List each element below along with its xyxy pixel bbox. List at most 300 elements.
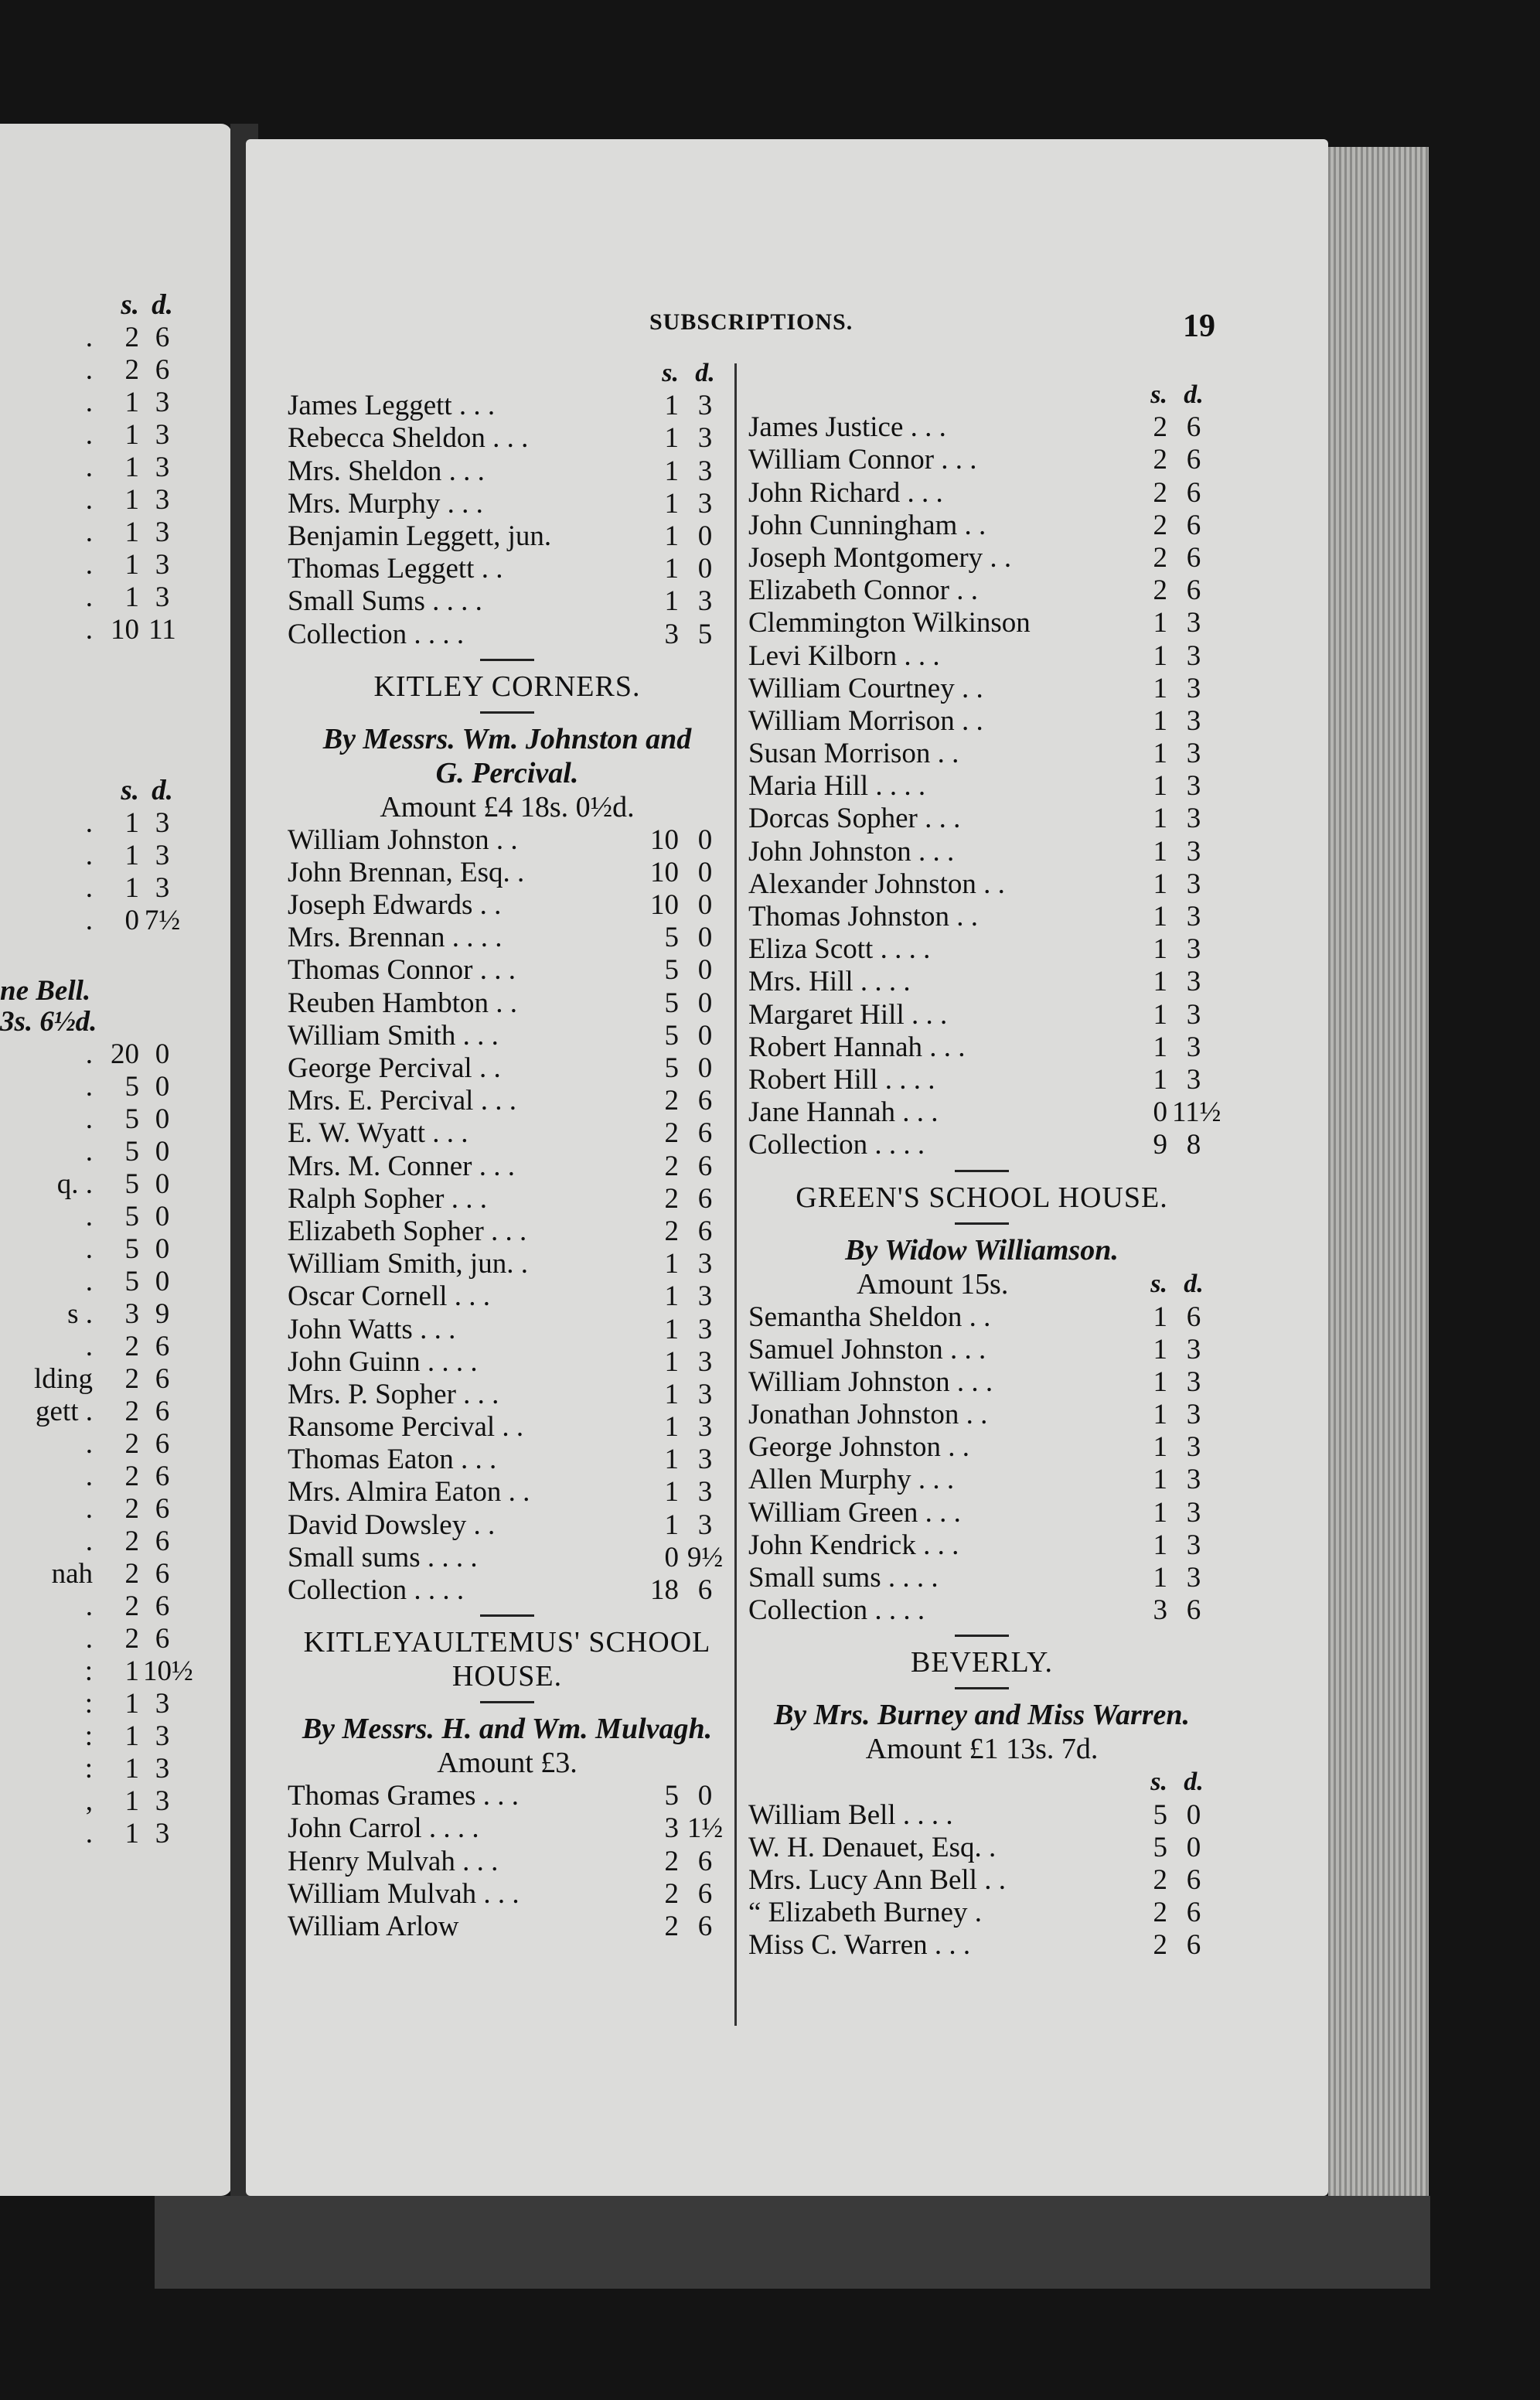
subscriber-row [288,422,727,455]
subscriber-name: George Johnston . . [748,1431,970,1464]
pence: 6 [155,1363,170,1395]
shillings: 2 [664,1877,679,1910]
pence: 0 [155,1266,170,1297]
left-column [288,357,727,1943]
fragment-label: : [84,1720,93,1752]
shillings: 2 [664,1182,679,1215]
subscriber-row [288,1379,727,1411]
pence: 3 [697,1476,713,1509]
subscriber-row [288,954,727,987]
subscriber-name: Benjamin Leggett, jun. [288,520,552,552]
subscriber-row [748,574,1215,607]
pence: 6 [155,1396,170,1427]
shillings: 1 [1153,770,1167,803]
pence: 0 [697,922,713,954]
fragment-label: . [85,387,93,418]
subscriber-name: Susan Morrison . . [748,738,959,770]
fragment-label: . [85,549,93,581]
shillings: 1 [664,1378,679,1410]
shillings: 2 [664,1117,679,1150]
section-rule [288,704,727,722]
subscriber-name: William Johnston . . . [748,1365,993,1398]
pence: 0 [155,1201,170,1232]
pence: 6 [697,1150,713,1182]
subscriber-row [748,1864,1215,1897]
shillings: 5 [124,1233,139,1265]
subscriber-row [748,1799,1215,1832]
subscriber-name: Ransome Percival . . [288,1411,524,1444]
pence: 3 [1186,1063,1201,1096]
fragment-label: . [85,1136,93,1168]
subscriber-name: Reuben Hambton . . [288,987,517,1019]
pence-header: d. [1184,380,1204,409]
fragment-label: . [85,419,93,451]
section-title: GREEN'S SCHOOL HOUSE. [796,1181,1168,1214]
pence: 5 [697,618,713,650]
fragment-label: . [85,452,93,483]
shillings: 0 [1153,1096,1167,1129]
fragment-label: : [84,1753,93,1785]
subscriber-row [288,520,727,553]
shillings: 1 [664,1411,679,1444]
subscriber-row [748,1399,1215,1431]
shillings: 1 [124,1785,139,1817]
pence: 3 [155,419,170,451]
subscriber-name: Thomas Johnston . . [748,901,979,932]
pence: 0 [697,954,713,987]
pence: 9½ [687,1541,724,1573]
subscriber-row [748,836,1215,868]
subscriber-row [748,607,1215,639]
shillings: 1 [1153,1529,1167,1561]
subscriber-list [748,411,1221,1161]
pence: 0 [1186,1831,1201,1863]
shillings: 1 [1153,738,1167,770]
subscriber-name: Mrs. Almira Eaton . . [288,1476,530,1509]
pence: 3 [155,1818,170,1849]
pence: 6 [155,1428,170,1460]
shillings: 5 [664,987,679,1019]
pence: 3 [697,455,713,487]
collector-line: By Messrs. Wm. Johnston and [322,722,692,755]
subscriber-row [288,1574,727,1607]
subscriber-name: William Green . . . [748,1496,961,1529]
subscriber-name: Collection . . . . [288,618,465,650]
pence: 3 [155,484,170,516]
pence: 6 [1186,1929,1201,1962]
subscriber-name: Jane Hannah . . . [748,1096,939,1129]
shillings: 1 [664,1248,679,1280]
shillings: 1 [1153,1562,1167,1594]
subscriber-name: David Dowsley . . [288,1509,496,1541]
shillings: 2 [1153,1863,1167,1896]
shillings: 9 [1153,1129,1167,1161]
pence: 6 [1186,1301,1201,1333]
subscriber-name: William Morrison . . [748,704,983,737]
pence: 6 [697,1117,713,1150]
subscriber-row [748,1096,1221,1129]
pence: 9 [155,1298,170,1330]
shillings: 1 [1153,1301,1167,1333]
pence: 6 [1186,1863,1201,1896]
subscriber-list [288,390,727,651]
pence: 0 [155,1071,170,1103]
subscriber-row [748,1832,1215,1864]
fragment-label: . [85,1493,93,1525]
fragment-label: , [85,1785,93,1817]
shillings-header: s. [1150,380,1167,409]
pence: 0 [155,1103,170,1135]
subscriber-row [748,1529,1215,1562]
fragment-label: . [85,1071,93,1103]
subscriber-row [748,1129,1215,1161]
subscriber-name: Eliza Scott . . . . [748,933,931,966]
pence: 3 [697,487,713,520]
fragment-label: ne Bell. [0,975,91,1007]
fragment-label: . [85,1590,93,1622]
shillings: 2 [664,1215,679,1247]
shillings: 2 [124,1396,139,1427]
shillings: 1 [1153,803,1167,835]
running-head: SUBSCRIPTIONS. [649,309,853,335]
pence: 3 [697,1444,713,1476]
shillings: 1 [124,549,139,581]
fragment-label: . [85,1818,93,1849]
shillings: 1 [1153,704,1167,737]
page-edges [1328,147,1429,2281]
shillings: 1 [664,390,679,422]
pence: 3 [1186,1529,1201,1561]
shillings: 1 [664,1313,679,1345]
pence: 6 [1186,444,1201,476]
shillings: 1 [1153,1333,1167,1365]
subscriber-name: Robert Hill . . . . [748,1063,935,1096]
shillings: 1 [124,484,139,516]
shillings: 1 [664,1444,679,1476]
shillings: 3 [1153,1594,1167,1627]
subscriber-row [288,1183,727,1215]
subscriber-name: Clemmington Wilkinson [748,607,1031,639]
pence: 6 [697,1845,713,1877]
book-cover-edge [155,2196,1430,2289]
pence: 6 [1186,574,1201,607]
subscriber-name: William Connor . . . [748,444,977,476]
pence: 3 [1186,672,1201,704]
shillings: 2 [124,1493,139,1525]
pence: 3 [1186,770,1201,803]
shillings: 5 [124,1071,139,1103]
pence: 3 [1186,1399,1201,1431]
pence: 3 [1186,1496,1201,1529]
pence: 11 [148,614,176,646]
subscriber-name: William Johnston . . [288,823,518,856]
shillings: 2 [1153,541,1167,574]
shillings: 2 [1153,1929,1167,1962]
fragment-label: . [85,1526,93,1557]
pence: 3 [155,581,170,613]
subscriber-row [748,1334,1215,1366]
shillings: 1 [1153,1464,1167,1496]
shillings: 1 [1153,998,1167,1031]
pence: 6 [155,1590,170,1622]
pence: 3 [1186,835,1201,868]
shillings: 1 [124,872,139,904]
subscriber-row [288,455,727,488]
pence: 3 [155,840,170,871]
shillings: 18 [650,1574,679,1606]
shillings: 1 [124,1688,139,1720]
pence: 3 [1186,1562,1201,1594]
pence-header: d. [1184,1269,1204,1298]
pence: 0 [697,823,713,856]
section-rule [748,1215,1215,1233]
subscriber-name: Robert Hannah . . . [748,1031,966,1063]
subscriber-row [288,1411,727,1444]
shillings: 2 [1153,574,1167,607]
fragment-label: . [85,614,93,646]
fragment-label: lding [33,1363,93,1395]
subscriber-row [288,889,727,922]
shillings-header: s. [662,359,679,387]
subscriber-name: James Leggett . . . [288,390,496,422]
subscriber-name: Samuel Johnston . . . [748,1333,986,1365]
pence: 3 [1186,1464,1201,1496]
shillings: 1 [124,807,139,839]
section-title: BEVERLY. [910,1646,1053,1679]
fragment-label: gett . [36,1396,93,1427]
right-column [748,379,1221,1962]
section-rule [288,651,727,670]
shillings: 1 [124,840,139,871]
shillings: 2 [664,1150,679,1182]
pence: 6 [155,1461,170,1492]
pence: d. [152,775,173,806]
pence: 0 [155,1168,170,1200]
subscriber-name: John Watts . . . [288,1313,456,1345]
pence: 3 [155,549,170,581]
pence: 3 [697,1411,713,1444]
subscriber-name: Margaret Hill . . . [748,998,948,1031]
subscriber-row [288,619,727,651]
pence: 0 [697,553,713,585]
subscriber-row [288,987,727,1020]
pence: 11½ [1172,1096,1221,1129]
pence: 6 [155,1558,170,1590]
shillings: 5 [1153,1798,1167,1831]
subscriber-name: Mrs. P. Sopher . . . [288,1378,499,1410]
shillings-header: s. [1150,1768,1167,1797]
subscriber-row [288,488,727,520]
subscriber-row [288,1476,727,1509]
subscriber-row [748,966,1215,998]
subscriber-name: John Johnston . . . [748,835,955,868]
subscriber-row [288,1314,727,1346]
shillings: 1 [664,1509,679,1541]
page-number: 19 [1183,309,1215,344]
amount-text: Amount 15s. [857,1267,1009,1301]
subscriber-name: Allen Murphy . . . [748,1464,955,1496]
fragment-label: . [85,1623,93,1655]
shillings: 1 [1153,1496,1167,1529]
subscriber-name: John Guinn . . . . [288,1345,478,1378]
pence-header: d. [1184,1768,1204,1797]
amount-line [748,1267,1215,1301]
subscriber-row [748,999,1215,1031]
amount-line: Amount £4 18s. 0½d. [380,790,635,823]
subscriber-name: William Bell . . . . [748,1798,953,1831]
pence: 3 [155,872,170,904]
pence: 3 [1186,738,1201,770]
subscriber-name: Mrs. Sheldon . . . [288,455,485,487]
shillings: 2 [1153,476,1167,509]
subscriber-name: Rebecca Sheldon . . . [288,422,529,455]
shillings: 2 [124,1428,139,1460]
fragment-label: . [85,1233,93,1265]
subscriber-row [748,542,1215,574]
subscriber-row [288,1911,727,1943]
subscriber-row [748,868,1215,901]
shillings: 2 [124,322,139,353]
shillings: 1 [1153,901,1167,932]
shillings: 2 [1153,411,1167,444]
subscriber-row [288,1085,727,1117]
subscriber-row [288,824,727,857]
subscriber-name: Alexander Johnston . . [748,868,1005,900]
shillings: 10 [111,614,139,646]
fragment-label: . [85,1201,93,1232]
pence: 6 [1186,1897,1201,1929]
shillings: 1 [664,422,679,455]
subscriber-row [748,803,1215,835]
pence: 3 [155,516,170,548]
subscriber-name: James Justice . . . [748,411,946,444]
pence: 0 [155,1136,170,1168]
subscriber-row [288,1346,727,1379]
subscriber-row [748,444,1215,476]
pence: 6 [697,1085,713,1117]
subscriber-row [288,1020,727,1052]
subscriber-row [288,1052,727,1085]
subscriber-row [748,1497,1215,1529]
pence: 3 [697,1248,713,1280]
shillings: 5 [664,1052,679,1084]
shillings: 1 [664,455,679,487]
fragment-label: . [85,354,93,386]
subscriber-name: Mrs. Lucy Ann Bell . . [748,1863,1006,1896]
subscriber-row [288,1846,727,1878]
subscriber-row [288,390,727,422]
subscriber-name: E. W. Wyatt . . . [288,1117,468,1150]
subscriber-row [288,1542,727,1574]
shillings: 1 [1153,868,1167,900]
pence: 3 [697,1378,713,1410]
shillings: 1 [124,1818,139,1849]
column-divider [734,363,737,2026]
subscriber-name: Oscar Cornell . . . [288,1280,491,1313]
pence: 3 [1186,901,1201,932]
subscriber-name: Collection . . . . [748,1129,925,1161]
pence: 6 [697,1182,713,1215]
subscriber-row [748,1064,1215,1096]
shillings: 2 [124,1461,139,1492]
pence: 3 [1186,933,1201,966]
subscriber-row [748,1464,1215,1496]
subscriber-row [288,1444,727,1476]
subscriber-name: Thomas Connor . . . [288,954,516,987]
shillings: 10 [650,823,679,856]
subscriber-name: Small Sums . . . . [288,585,482,618]
shillings: 2 [124,1623,139,1655]
subscriber-row [288,1280,727,1313]
section-title: KITLEYAULTEMUS' SCHOOL [303,1626,711,1659]
shillings: 5 [124,1168,139,1200]
subscriber-name: Thomas Grames . . . [288,1780,520,1812]
subscriber-row [748,1594,1215,1627]
pence: 0 [697,987,713,1019]
fragment-label: . [85,581,93,613]
pence: 3 [1186,1365,1201,1398]
pence: 0 [697,1780,713,1812]
subscriber-name: Semantha Sheldon . . [748,1301,991,1333]
shillings: 2 [124,1363,139,1395]
subscriber-name: Mrs. Murphy . . . [288,487,483,520]
pence: 0 [155,1233,170,1265]
pence: 0 [697,1019,713,1052]
shillings: 2 [124,1590,139,1622]
shillings: 1 [1153,639,1167,672]
shillings: 5 [664,1780,679,1812]
pence: 0 [697,520,713,552]
subscriber-name: William Arlow [288,1910,459,1942]
pence: 6 [155,1623,170,1655]
subscriber-name: Joseph Montgomery . . [748,541,1012,574]
pence: 3 [155,387,170,418]
collector-line: G. Percival. [435,756,579,789]
section-title: HOUSE. [451,1660,563,1693]
amount-line: Amount £1 13s. 7d. [865,1733,1099,1766]
subscriber-row [288,1780,727,1812]
subscriber-row [288,1151,727,1183]
subscriber-name: John Kendrick . . . [748,1529,959,1561]
pence: 3 [697,585,713,618]
pence: 7½ [144,905,181,936]
pence: 0 [1186,1798,1201,1831]
pence: 6 [155,1331,170,1362]
subscriber-row [748,673,1215,705]
pence: 0 [155,1038,170,1070]
subscriber-row [748,640,1215,673]
subscriber-name: Elizabeth Sopher . . . [288,1215,527,1247]
pence: 6 [155,1493,170,1525]
pence: 3 [1186,1431,1201,1464]
shillings: 3 [124,1298,139,1330]
subscriber-row [748,477,1215,510]
shillings: 1 [1153,1031,1167,1063]
subscriber-name: John Carrol . . . . [288,1812,479,1845]
subscriber-list [288,1780,727,1943]
pence: 3 [155,807,170,839]
pence: 0 [697,889,713,922]
section-rule [748,1627,1215,1645]
subscriber-name: William Smith, jun. . [288,1248,528,1280]
subscriber-name: Jonathan Johnston . . [748,1399,988,1431]
shillings: 3 [664,1812,679,1845]
pence: d. [152,289,173,321]
fragment-label: . [85,1038,93,1070]
amount-header [288,357,727,390]
subscriber-name: William Mulvah . . . [288,1877,520,1910]
shillings: 1 [664,1476,679,1509]
